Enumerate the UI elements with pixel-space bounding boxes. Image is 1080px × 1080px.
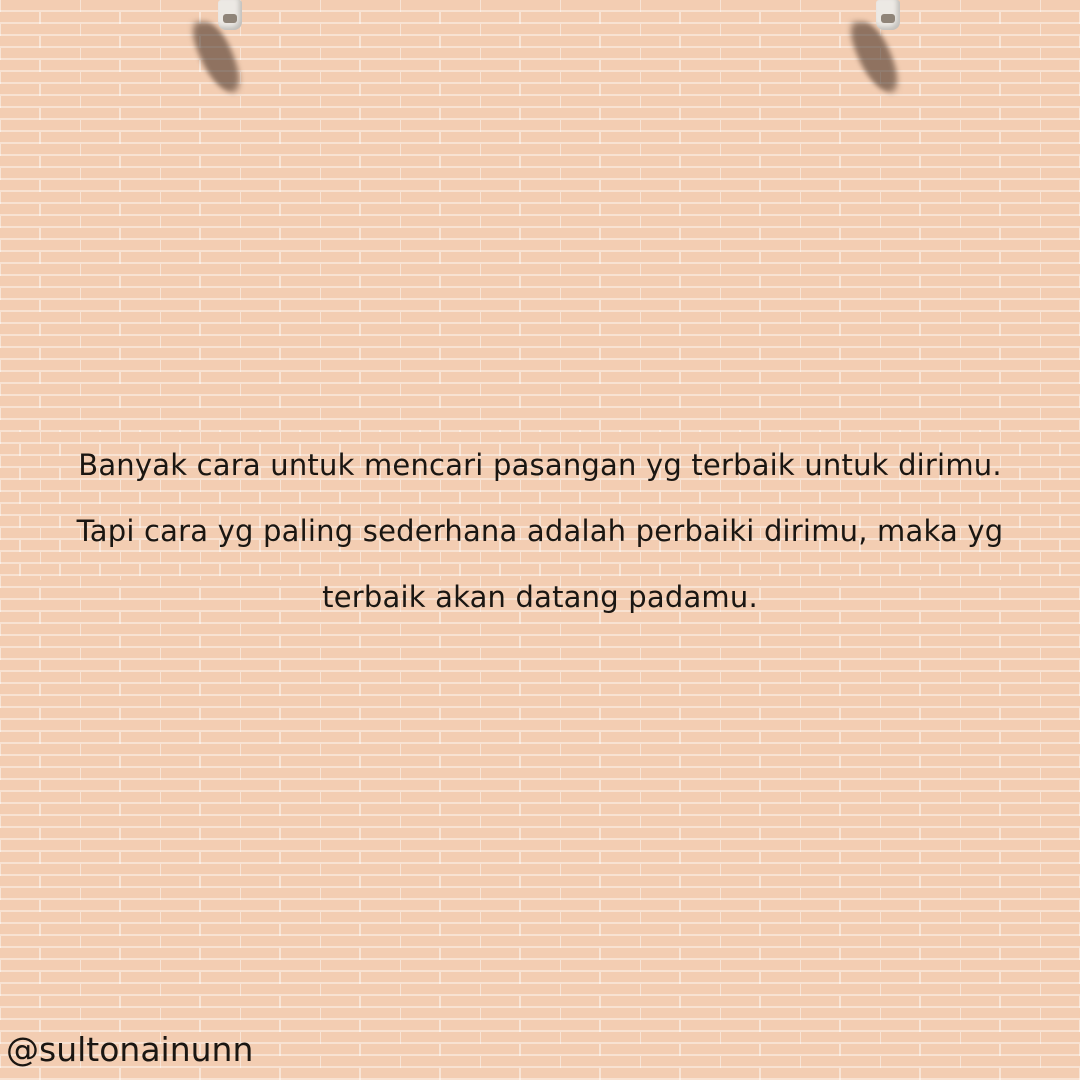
quote-line-2: Tapi cara yg paling sederhana adalah perbaiki dirimu, maka yg [76, 514, 1004, 548]
quote-text [40, 432, 1040, 630]
wall-lamp-right [872, 0, 904, 38]
quote-line-3: terbaik akan datang padamu. [322, 580, 758, 614]
wall-lamp-left [214, 0, 246, 38]
author-handle-watermark: @sultonainunn [6, 1030, 254, 1069]
quote-line-1: Banyak cara untuk mencari pasangan yg terbaik untuk dirimu. [78, 448, 1002, 482]
